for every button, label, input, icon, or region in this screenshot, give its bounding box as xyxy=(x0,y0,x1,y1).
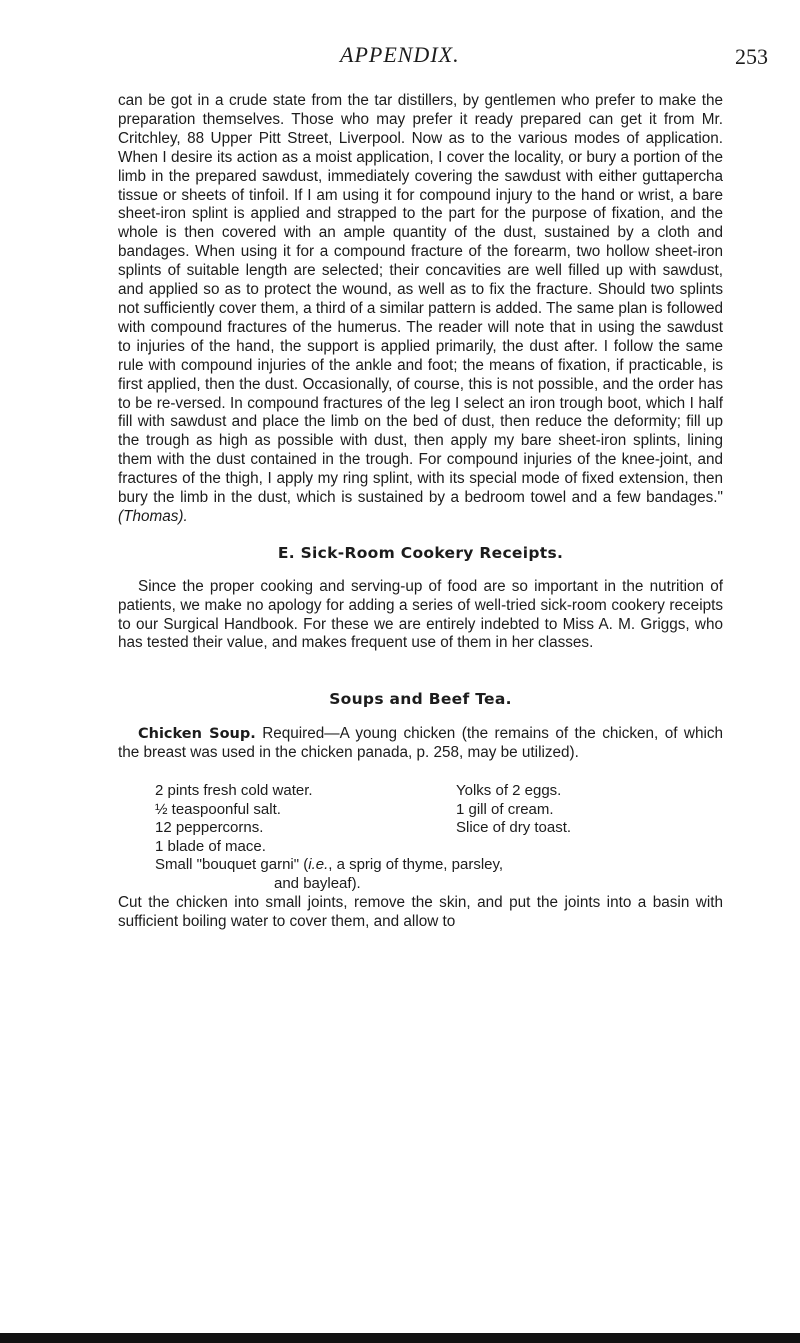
page-number: 253 xyxy=(735,44,768,69)
chicken-soup-intro xyxy=(118,725,723,763)
ingredient-column-left xyxy=(155,782,475,856)
bouquet-rest: , a sprig of thyme, parsley, xyxy=(328,856,504,874)
ingredient-item: 2 pints fresh cold water. xyxy=(155,782,313,800)
ingredient-item: Yolks of 2 eggs. xyxy=(456,782,562,800)
ingredient-item: 12 peppercorns. xyxy=(155,819,264,837)
recipe-instructions: Cut the chicken into small joints, remove the skin, and put the joints into a basin with sufficient boiling water to cover them, and allow to xyxy=(118,894,723,930)
ingredient-item: Slice of dry toast. xyxy=(456,819,572,837)
page-bottom-edge xyxy=(0,1333,800,1343)
recipe-requirement: Required—A young chicken (the remains of the chicken, of which the breast was used in the chicken panada, p. 258, may be utilized). xyxy=(118,725,724,762)
ingredient-item: 1 blade of mace. xyxy=(155,837,266,855)
recipe-title: Chicken Soup. xyxy=(138,726,256,743)
intro-citation: (Thomas). xyxy=(118,507,188,525)
section-heading-sick-room-cookery: E. Sick-Room Cookery Receipts. xyxy=(277,543,564,562)
ingredient-column-right xyxy=(456,782,686,838)
intro-paragraph xyxy=(118,92,723,527)
bouquet-ie: i.e. xyxy=(308,856,329,874)
section-heading-soups-beef-tea: Soups and Beef Tea. xyxy=(329,690,512,709)
bouquet-garni-line-1 xyxy=(155,856,715,875)
ingredient-item: ½ teaspoonful salt. xyxy=(155,800,281,818)
ingredient-item: 1 gill of cream. xyxy=(456,800,554,818)
section-e-paragraph: Since the proper cooking and serving-up of food are so important in the nutrition of patients, we make no apology for adding a series of well-tried sick-room cookery receipts to our Surgical Handbook. For these we are entirely indebted to Miss A. M. Griggs, who has tested their value, and makes frequent use of them in her classes. xyxy=(118,577,723,652)
bouquet-garni-line-2: and bayleaf). xyxy=(274,874,361,892)
ingredient-list xyxy=(118,782,723,894)
page-body xyxy=(118,92,723,932)
bouquet-garni-ingredient xyxy=(155,856,715,893)
bouquet-prefix: Small "bouquet garni" ( xyxy=(155,856,309,874)
intro-paragraph-text: can be got in a crude state from the tar distillers, by gentlemen who prefer to make the preparation themselves. Those who may prefer it ready prepared can get it from Mr. Critchley, 88 Upper Pitt Street, Liverpool. Now as to the various modes of application. When I desire its action as a moist application, I cover the locality, or bury a portion of the limb in the prepared sawdust, immediately covering the sawdust with either guttapercha tissue or sheets of tinfoil. If I am using it for compound injury to the hand or wrist, a bare sheet-iron splint is applied and strapped to the part for the purpose of fixation, and the whole is then covered with an ample quantity of the dust, sustained by a cloth and bandages. When using it for a compound fracture of the forearm, two hollow sheet-iron splints of suitable length are selected; their concavities are well filled up with sawdust, and applied so as to protect the wound, as well as to fix the fracture. Should two splints not sufficiently cover them, a third of a similar pattern is added. The same plan is followed with compound fractures of the humerus. The reader will note that in using the sawdust to injuries of the hand, the support is applied primarily, the dust after. I follow the same rule with compound injuries of the ankle and foot; the means of fixation, if practicable, is first applied, then the dust. Occasionally, of course, this is not possible, and the order has to be re-versed. In compound fractures of the leg I select an iron trough boot, which I half fill with sawdust and place the limb on the bed of dust, then reduce the deformity; fill up the trough as high as possible with dust, then apply my bare sheet-iron splints, lining them with the dust contained in the trough. For compound injuries of the knee-joint, and fractures of the thigh, I apply my ring splint, with its special mode of fixed extension, then bury the limb in the dust, which is sustained by a bedroom towel and a few bandages." xyxy=(118,92,723,507)
running-head xyxy=(0,42,800,82)
running-head-title: APPENDIX. xyxy=(340,42,460,67)
